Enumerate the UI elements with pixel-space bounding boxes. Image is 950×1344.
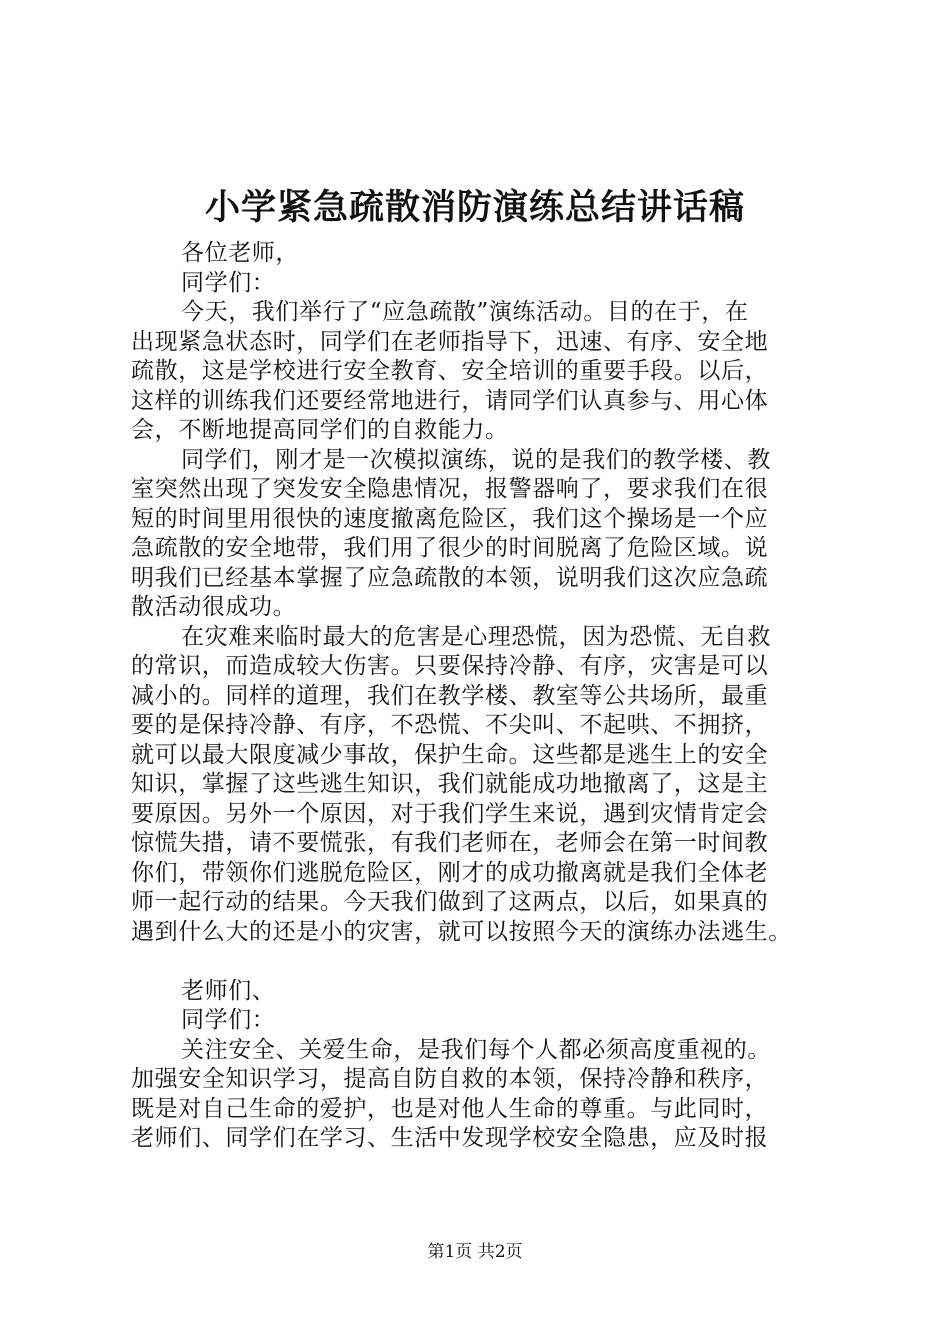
paragraph-2-line-6: 散活动很成功。 bbox=[131, 594, 297, 620]
paragraph-2-line-3: 短的时间里用很快的速度撤离危险区，我们这个操场是一个应 bbox=[131, 505, 769, 532]
paragraph-2-line-4: 急疏散的安全地带，我们用了很少的时间脱离了危险区域。说 bbox=[131, 535, 769, 561]
document-body-text bbox=[131, 239, 841, 1154]
paragraph-gap bbox=[131, 947, 841, 977]
paragraph-1-line-1: 今天，我们举行了“应急疏散”演练活动。目的在于，在 bbox=[181, 299, 749, 325]
paragraph-3-line-4: 要的是保持冷静、有序，不恐慌、不尖叫、不起哄、不拥挤， bbox=[131, 712, 769, 738]
salutation-teachers: 各位老师， bbox=[181, 240, 299, 266]
paragraph-2-line-1: 同学们，刚才是一次模拟演练，说的是我们的教学楼、教 bbox=[181, 446, 771, 473]
paragraph-1-line-3: 疏散，这是学校进行安全教育、安全培训的重要手段。以后， bbox=[131, 358, 769, 384]
paragraph-1-line-2: 出现紧急状态时，同学们在老师指导下，迅速、有序、安全地 bbox=[131, 328, 769, 355]
paragraph-4-line-3: 既是对自己生命的爱护，也是对他人生命的尊重。与此同时， bbox=[131, 1095, 769, 1122]
page-number-footer: 第1页 共2页 bbox=[427, 1242, 523, 1262]
paragraph-3-line-3: 减小的。同样的道理，我们在教学楼、教室等公共场所，最重 bbox=[131, 682, 769, 709]
paragraph-3-line-5: 就可以最大限度减少事故，保护生命。这些都是逃生上的安全 bbox=[131, 741, 769, 768]
paragraph-3-line-1: 在灾难来临时最大的危害是心理恐慌，因为恐慌、无自救 bbox=[181, 623, 771, 650]
paragraph-3-line-11: 遇到什么大的还是小的灾害，就可以按照今天的演练办法逃生。 bbox=[131, 918, 792, 945]
paragraph-4-line-4: 老师们、同学们在学习、生活中发现学校安全隐患，应及时报 bbox=[131, 1125, 769, 1151]
paragraph-1-line-4: 这样的训练我们还要经常地进行，请同学们认真参与、用心体 bbox=[131, 387, 769, 414]
closing-salutation-teachers: 老师们、 bbox=[181, 977, 276, 1004]
paragraph-3-line-7: 要原因。另外一个原因，对于我们学生来说，遇到灾情肯定会 bbox=[131, 800, 769, 827]
paragraph-3-line-6: 知识，掌握了这些逃生知识，我们就能成功地撤离了，这是主 bbox=[131, 771, 769, 797]
paragraph-2-line-5: 明我们已经基本掌握了应急疏散的本领，说明我们这次应急疏 bbox=[131, 564, 769, 591]
paragraph-4-line-1: 关注安全、关爱生命，是我们每个人都必须高度重视的。 bbox=[181, 1036, 771, 1063]
document-title: 小学紧急疏散消防演练总结讲话稿 bbox=[204, 187, 745, 228]
salutation-students: 同学们： bbox=[181, 269, 276, 296]
paragraph-3-line-2: 的常识，而造成较大伤害。只要保持冷静、有序，灾害是可以 bbox=[131, 653, 769, 679]
paragraph-2-line-2: 室突然出现了突发安全隐患情况，报警器响了，要求我们在很 bbox=[131, 476, 769, 502]
paragraph-3-line-10: 师一起行动的结果。今天我们做到了这两点，以后，如果真的 bbox=[131, 889, 769, 915]
paragraph-3-line-8: 惊慌失措，请不要慌张，有我们老师在，老师会在第一时间教 bbox=[131, 830, 769, 856]
paragraph-3-line-9: 你们，带领你们逃脱危险区，刚才的成功撤离就是我们全体老 bbox=[131, 859, 769, 886]
closing-salutation-students: 同学们： bbox=[181, 1007, 276, 1033]
paragraph-1-line-5: 会，不断地提高同学们的自救能力。 bbox=[131, 417, 509, 443]
paragraph-4-line-2: 加强安全知识学习，提高自防自救的本领，保持冷静和秩序， bbox=[131, 1066, 769, 1092]
